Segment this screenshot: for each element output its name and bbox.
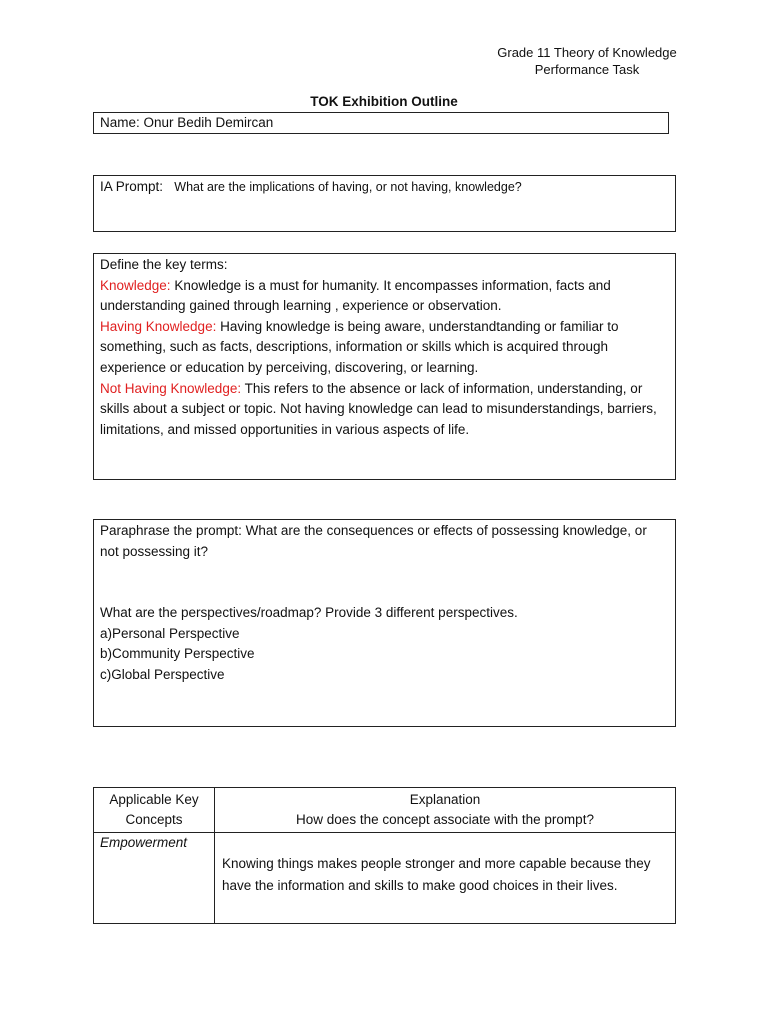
col-header-concepts: Applicable Key Concepts (94, 788, 215, 833)
header-task: Performance Task (534, 62, 640, 77)
definition-knowledge (100, 276, 669, 317)
document-header (478, 44, 696, 78)
term-text: Having knowledge is being aware, understandtanding or familiar to something, such as facts, descriptions, information or skills which is acquired through experience or education by perceiving, discovering, or learning. (100, 318, 619, 375)
key-concepts-table (93, 787, 676, 924)
ia-prompt-box (93, 175, 676, 232)
concept-cell: Empowerment (94, 833, 215, 924)
definition-not-having-knowledge (100, 379, 669, 441)
perspectives-question: What are the perspectives/roadmap? Provide 3 different perspectives. (100, 605, 518, 620)
perspective-item: c)Global Perspective (100, 666, 225, 682)
col-header-explanation (215, 788, 676, 833)
definitions-heading: Define the key terms: (100, 257, 228, 272)
table-row (94, 833, 676, 924)
explanation-header-title: Explanation (409, 792, 481, 807)
name-field-rule (668, 112, 669, 134)
term-text: This refers to the absence or lack of information, understanding, or skills about a subject or topic. Not having knowledge can lead to misunderstandings, barriers, limitations, and missed opportunities in various aspects of life. (100, 380, 657, 437)
header-course: Grade 11 Theory of Knowledge (497, 45, 677, 60)
term-label: Knowledge: (100, 277, 171, 293)
paraphrase-box (93, 519, 676, 727)
ia-prompt-label: IA Prompt: (100, 179, 164, 194)
perspective-item: b)Community Perspective (100, 646, 255, 661)
definition-having-knowledge (100, 317, 669, 379)
definitions-box (93, 253, 676, 480)
explanation-cell: Knowing things makes people stronger and more capable because they have the information and skills to make good choices in their lives. (215, 833, 676, 924)
ia-prompt-text: What are the implications of having, or not having, knowledge? (174, 180, 522, 194)
name-field: Name: Onur Bedih Demircan (93, 112, 668, 134)
paraphrase-text: Paraphrase the prompt: What are the consequences or effects of possessing knowledge, or not possessing it? (100, 523, 647, 559)
page-title: TOK Exhibition Outline (310, 94, 458, 109)
perspective-item: a)Personal Perspective (100, 625, 240, 641)
term-label: Having Knowledge: (100, 318, 217, 334)
term-text: Knowledge is a must for humanity. It encompasses information, facts and understanding gained through learning , experience or observation. (100, 277, 611, 314)
term-label: Not Having Knowledge: (100, 380, 242, 396)
table-header-row (94, 788, 676, 833)
explanation-header-question: How does the concept associate with the prompt? (296, 812, 594, 827)
